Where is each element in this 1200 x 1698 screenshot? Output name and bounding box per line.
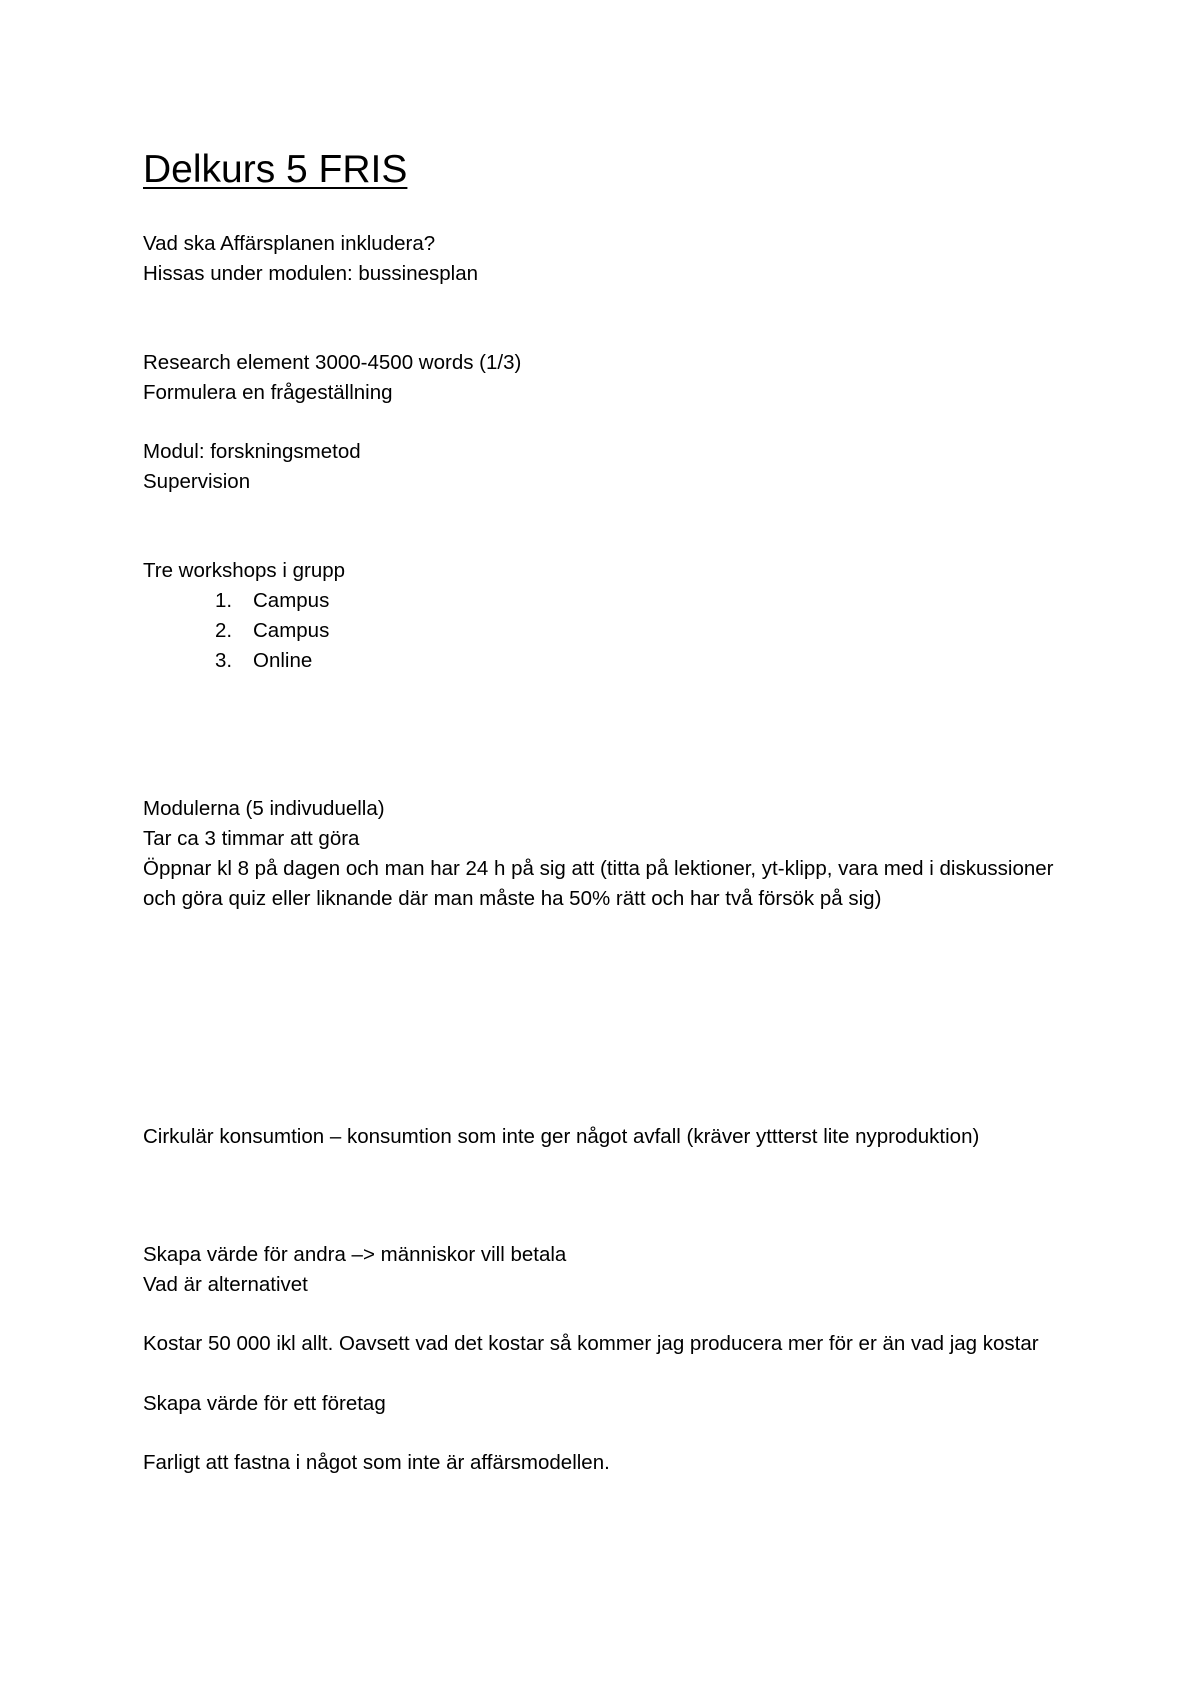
text-line: Hissas under modulen: bussinesplan [143,262,479,285]
list-item-label: Campus [253,619,330,642]
text-line: Modul: forskningsmetod [143,440,361,463]
text-line: Skapa värde för ett företag [143,1392,386,1415]
text-paragraph: Kostar 50 000 ikl allt. Oavsett vad det kostar så kommer jag producera mer för er än vad jag kostar [143,1332,1039,1355]
list-item-label: Online [253,649,313,672]
text-line: Vad ska Affärsplanen inkludera? [143,232,436,255]
workshops-heading: Tre workshops i grupp [143,559,346,582]
list-item [215,616,329,646]
text-line: Modulerna (5 indivuduella) [143,797,385,820]
text-line: Farligt att fastna i något som inte är affärsmodellen. [143,1451,610,1474]
text-line: Tar ca 3 timmar att göra [143,827,360,850]
list-item [215,646,312,676]
text-line: Formulera en frågeställning [143,381,393,404]
text-line: Vad är alternativet [143,1273,308,1296]
text-line: Supervision [143,470,251,493]
text-line: Skapa värde för andra –> människor vill betala [143,1243,567,1266]
list-item [215,586,329,616]
text-paragraph: Öppnar kl 8 på dagen och man har 24 h på sig att (titta på lektioner, yt-klipp, vara med i diskussioner och göra quiz eller liknande där man måste ha 50% rätt och har två försök på sig) [143,857,1054,910]
text-paragraph: Cirkulär konsumtion – konsumtion som inte ger något avfall (kräver yttterst lite nyproduktion) [143,1125,980,1148]
list-item-label: Campus [253,589,330,612]
document-title: Delkurs 5 FRIS [143,148,408,191]
list-item-number: 1. [215,589,233,612]
list-item-number: 2. [215,619,233,642]
list-item-number: 3. [215,649,233,672]
text-line: Research element 3000-4500 words (1/3) [143,351,522,374]
